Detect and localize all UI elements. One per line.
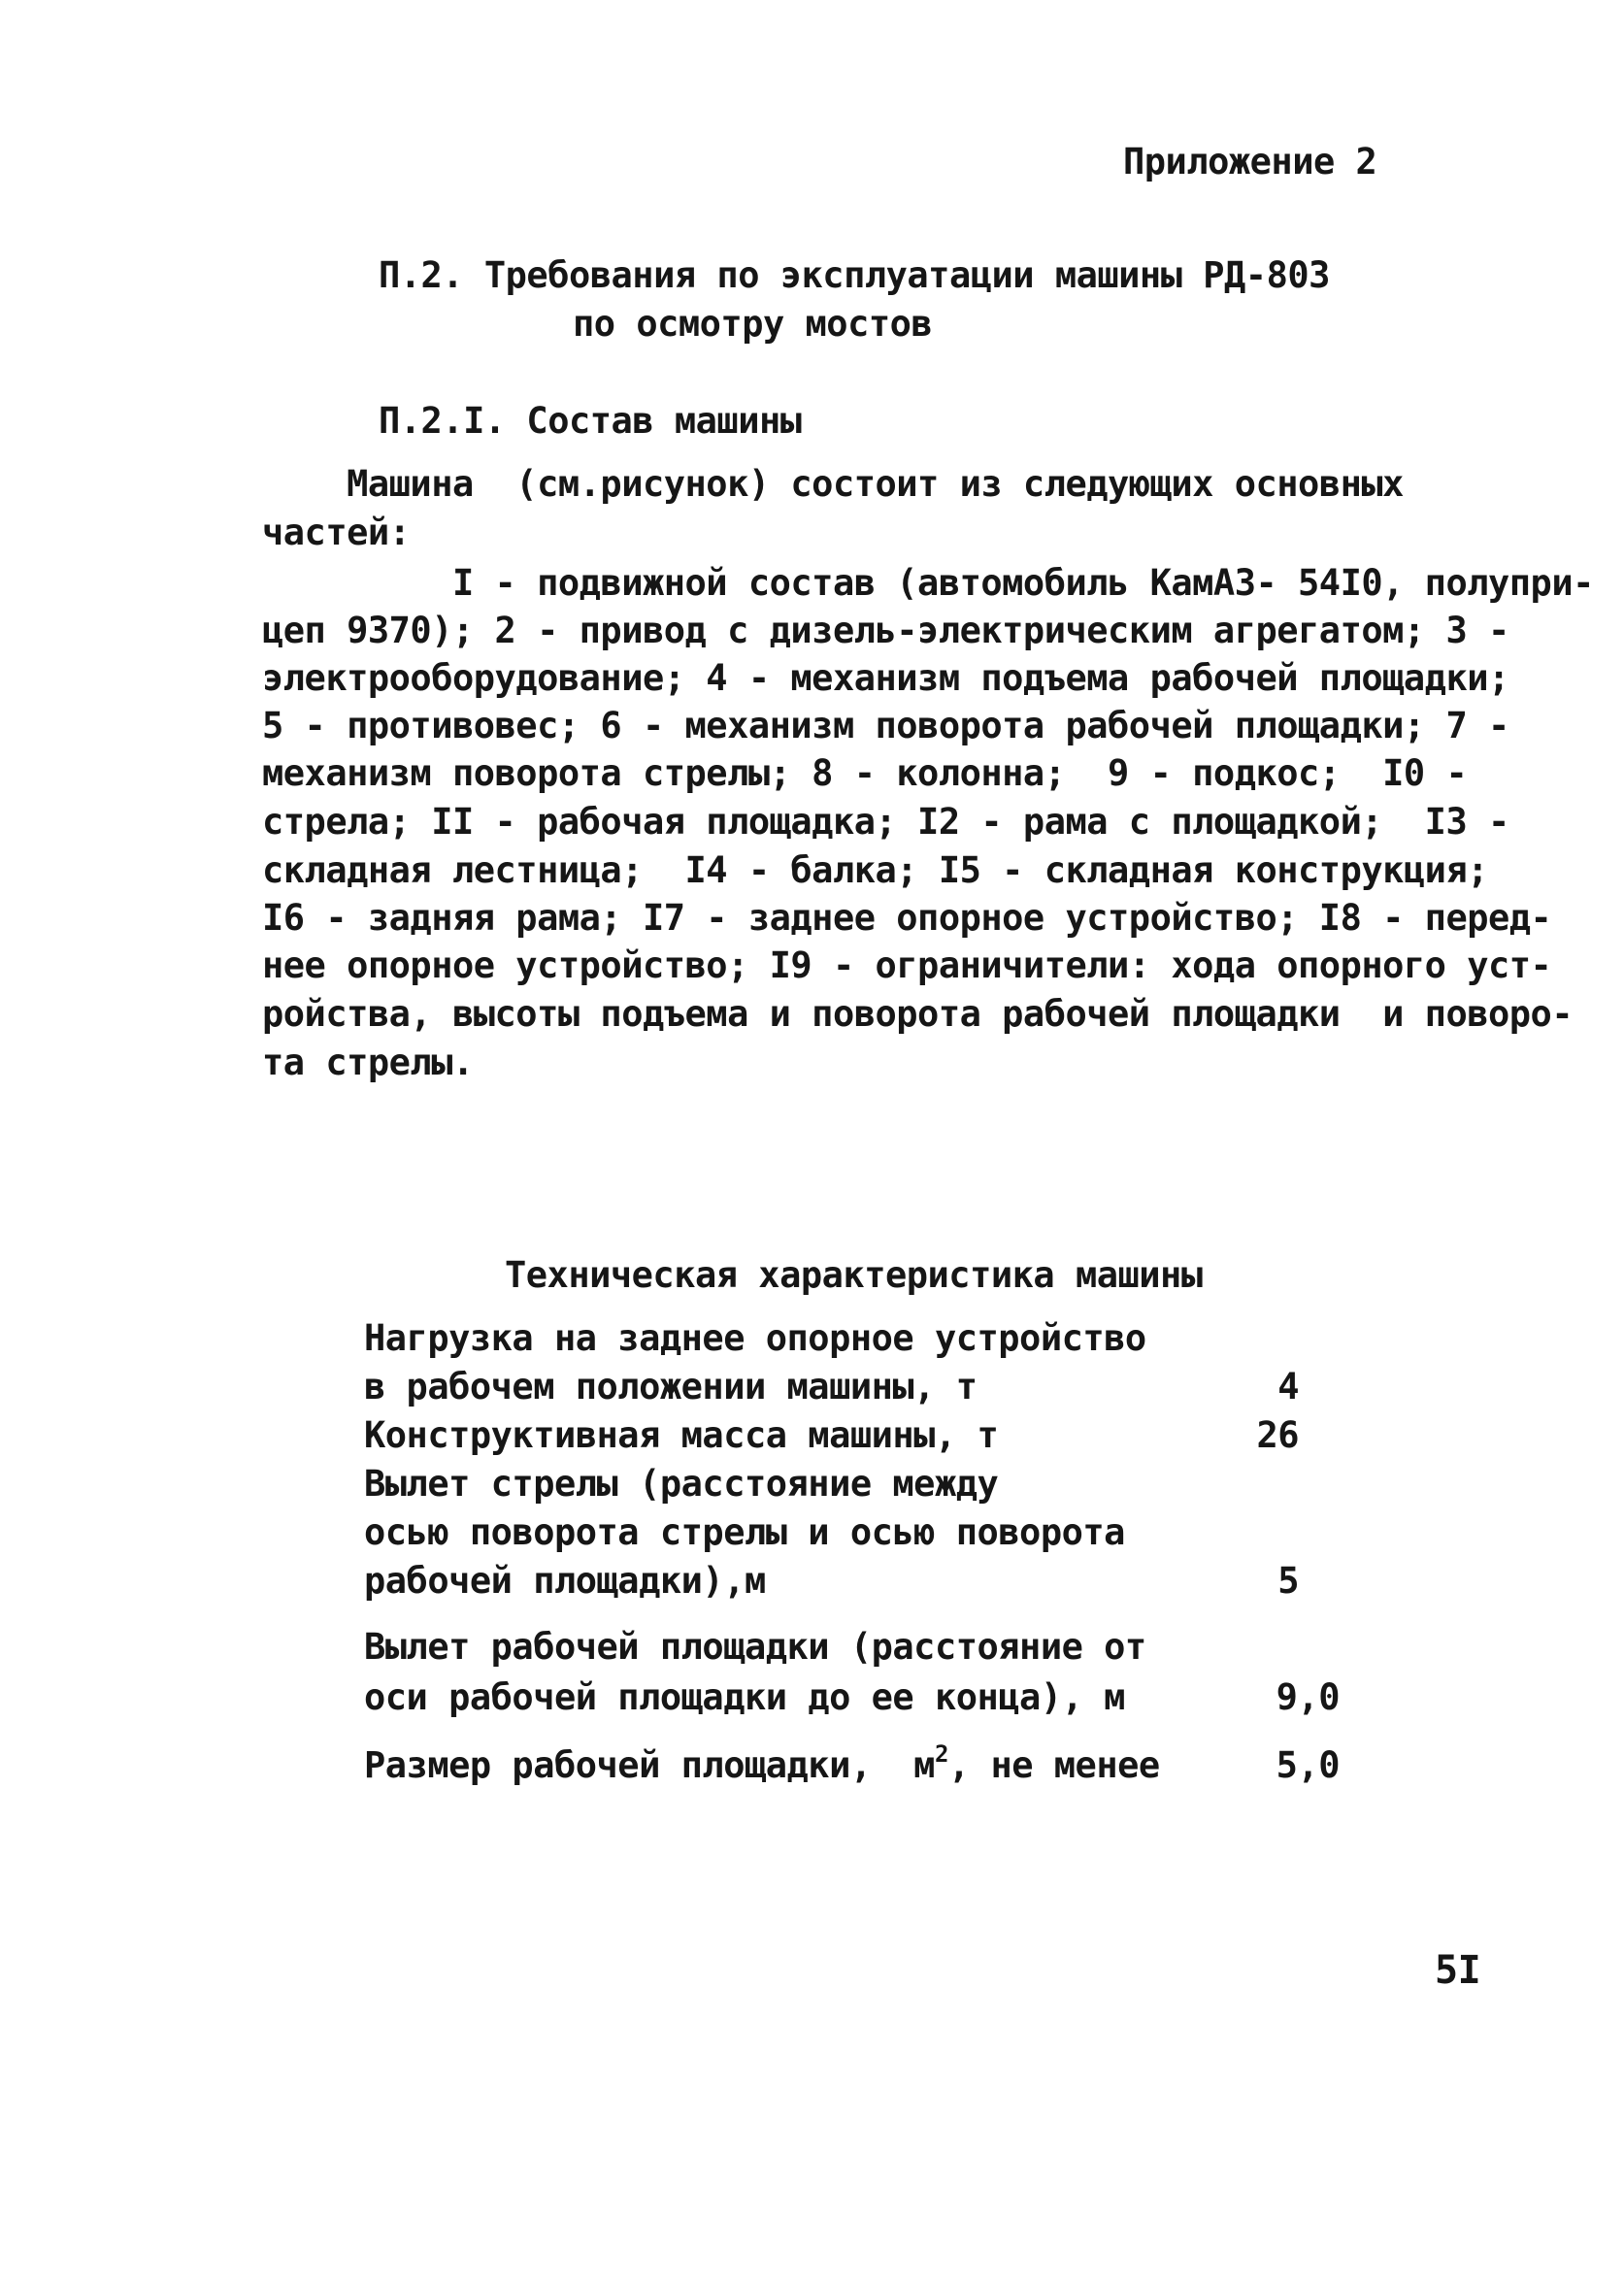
body-line: цеп 9370); 2 - привод с дизель-электрическим агрегатом; 3 - [262,610,1509,651]
tech-row-label: Вылет рабочей площадки (расстояние от [364,1626,1146,1668]
body-line: механизм поворота стрелы; 8 - колонна; 9 - подкос; I0 - [262,752,1468,794]
tech-row-label-text: , не менее [947,1744,1160,1786]
tech-row-value: 5 [1277,1560,1299,1602]
body-line: нее опорное устройство; I9 - ограничители: хода опорного уст- [262,944,1552,986]
tech-characteristics-title: Техническая характеристика машины [505,1254,1203,1296]
tech-row-label: оси рабочей площадки до ее конца), м [364,1676,1125,1718]
body-line: электрооборудование; 4 - механизм подъема рабочей площадки; [262,657,1509,699]
body-line: 5 - противовес; 6 - механизм поворота рабочей площадки; 7 - [262,705,1509,746]
square-superscript: 2 [934,1740,948,1768]
section-title-line-1: П.2. Требования по эксплуатации машины РД-803 [379,254,1330,296]
body-line: ройства, высоты подъема и поворота рабочей площадки и поворо- [262,993,1574,1035]
tech-row-label: в рабочем положении машины, т [364,1366,978,1407]
tech-row-label [364,1740,1160,1786]
body-line: частей: [262,512,411,553]
body-line: складная лестница; I4 - балка; I5 - складная конструкция; [262,849,1489,891]
body-line: Машина (см.рисунок) состоит из следующих основных [262,463,1404,505]
body-line: I6 - задняя рама; I7 - заднее опорное устройство; I8 - перед- [262,897,1552,939]
tech-row-label-text: Размер рабочей площадки, м [364,1744,935,1786]
tech-row-value: 5,0 [1276,1744,1340,1786]
tech-row-label: Вылет стрелы (расстояние между [364,1463,999,1505]
body-line: I - подвижной состав (автомобиль КамАЗ- 54I0, полупри- [262,562,1594,604]
body-line: стрела; II - рабочая площадка; I2 - рама с площадкой; I3 - [262,801,1509,843]
tech-row-value: 4 [1277,1366,1299,1407]
tech-row-value: 9,0 [1276,1676,1340,1718]
subsection-title: П.2.I. Состав машины [379,400,802,442]
tech-row-label: осью поворота стрелы и осью поворота [364,1511,1125,1553]
tech-row-label: Нагрузка на заднее опорное устройство [364,1317,1146,1359]
appendix-label: Приложение 2 [1123,141,1377,182]
tech-row-label: рабочей площадки),м [364,1560,766,1602]
section-title-line-2: по осмотру мостов [573,303,933,345]
tech-row-value: 26 [1256,1414,1299,1456]
page-number: 5I [1435,1948,1481,1993]
tech-row-label: Конструктивная масса машины, т [364,1414,999,1456]
body-line: та стрелы. [262,1042,474,1083]
